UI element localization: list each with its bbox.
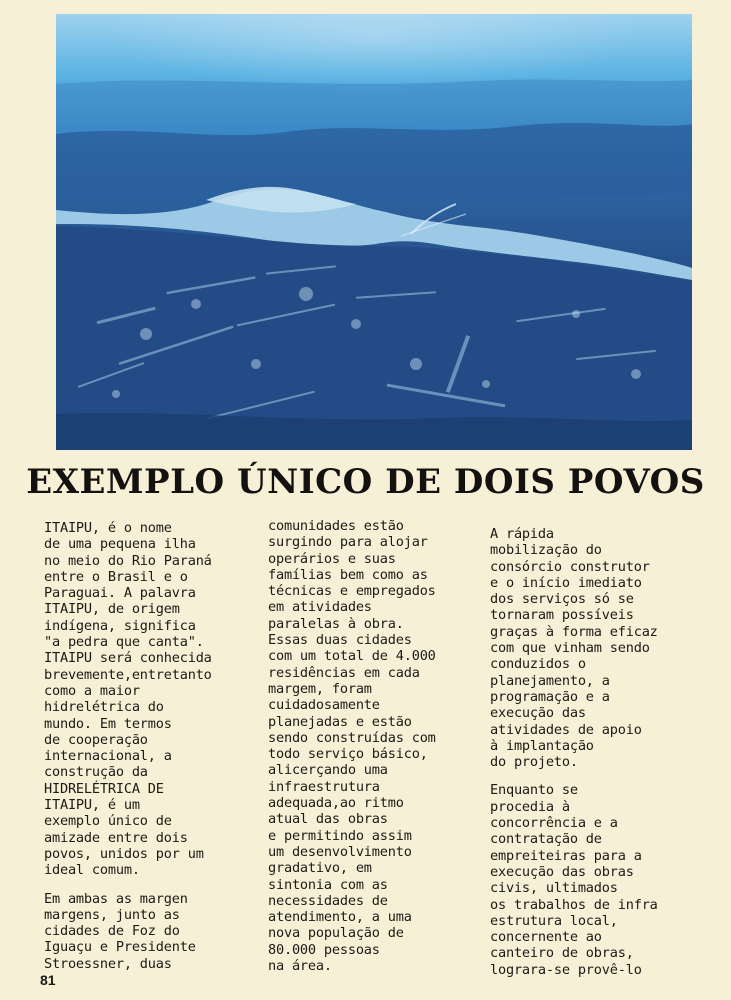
aerial-photo (56, 14, 692, 450)
article-title: EXEMPLO ÚNICO DE DOIS POVOS (26, 462, 705, 502)
text-column-1 (44, 520, 256, 972)
text-column-2 (268, 518, 490, 974)
text-column-3 (490, 526, 720, 978)
paragraph: comunidades estão surgindo para alojar operários e suas famílias bem como as técnicas e empregados em atividades paralelas à obra. Essas duas cidades com um total de 4.000 residências em cada margem, foram cuidadosamente planejadas e estão sendo construídas com todo serviço básico, alicerçando uma infraestrutura adequada,ao ritmo atual das obras e permitindo assim um desenvolvimento gradativo, em sintonia com as necessidades de atendimento, a uma nova população de 80.000 pessoas na área. (268, 518, 436, 975)
paragraph: Enquanto se procedia à concorrência e a contratação de empreiteiras para a execução das obras civis, ultimados os trabalhos de infra estrutura local, concernente ao canteiro de obras, lograra-se provê-lo (490, 782, 658, 978)
aerial-photo-scene (56, 14, 692, 450)
paragraph: Em ambas as margen margens, junto as cidades de Foz do Iguaçu e Presidente Stroessner, duas (44, 890, 196, 972)
page-number: 81 (40, 972, 56, 988)
paragraph: ITAIPU, é o nome de uma pequena ilha no meio do Rio Paraná entre o Brasil e o Paraguai. A palavra ITAIPU, de origem indígena, significa "a pedra que canta". ITAIPU será conhecida brevemente,entretanto como a maior hidrelétrica do mundo. Em termos de cooperação internacional, a construção da HIDRELÉTRICA DE ITAIPU, é um exemplo único de amizade entre dois povos, unidos por um ideal comum. (44, 520, 212, 879)
paragraph: A rápida mobilização do consórcio construtor e o início imediato dos serviços só se tornaram possíveis graças à forma eficaz com que vinham sendo conduzidos o planejamento, a programação e a execução das atividades de apoio à implantação do projeto. (490, 526, 658, 771)
